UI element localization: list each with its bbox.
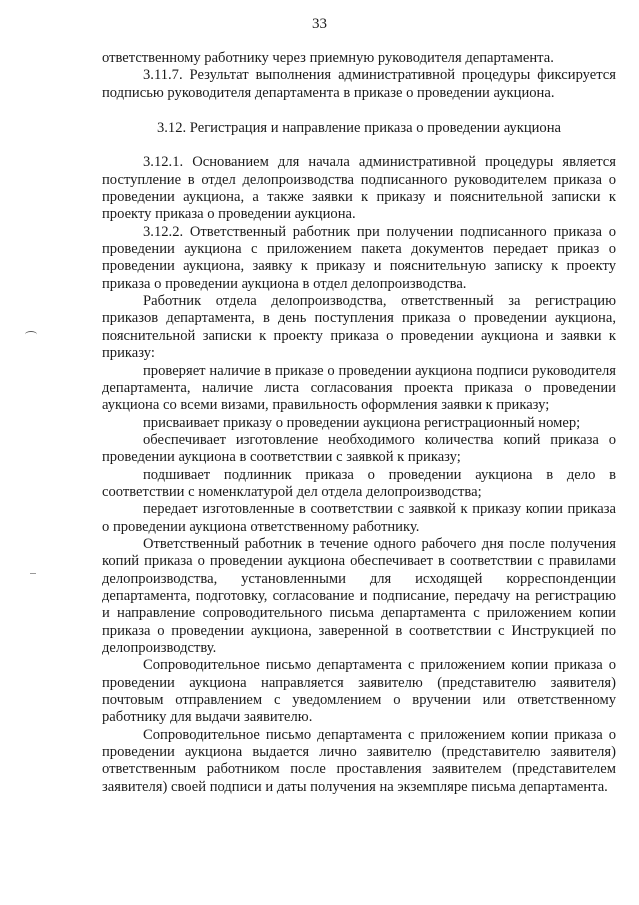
list-item-assigns-number: присваивает приказу о проведении аукциона регистрационный номер;	[143, 414, 581, 431]
list-item-checks: проверяет наличие в приказе о проведении аукциона подписи руководителя департамента, наличие листа согласования проекта приказа о проведении аукциона со всеми визами, правильность оформления заявки к приказу;	[102, 362, 616, 414]
paragraph-3-11-7: 3.11.7. Результат выполнения административной процедуры фиксируется подписью руководителя департамента в приказе о проведении аукциона.	[102, 67, 616, 101]
paragraph-3-12-2: 3.12.2. Ответственный работник при получении подписанного приказа о проведении аукциона с приложением пакета документов передает приказ о проведении аукциона, заявку к приказу и пояснительную записку к проекту приказа о проведении аукциона в отдел делопроизводства.	[102, 223, 616, 292]
paragraph-cover-letter-mail: Сопроводительное письмо департамента с приложением копии приказа о проведении аукциона направляется заявителю (представителю заявителя) почтовым отправлением с уведомлением о вручении или ответственному работнику для выдачи заявителю.	[102, 657, 616, 726]
paragraph-continuation: ответственному работнику через приемную руководителя департамента.	[102, 50, 554, 66]
page-number: 33	[312, 16, 327, 32]
paragraph-3-12-1: 3.12.1. Основанием для начала административной процедуры является поступление в отдел делопроизводства подписанного руководителем приказа о проведении аукциона, а также заявки к приказу и пояснительной записки к проекту приказа о проведении аукциона.	[102, 154, 616, 223]
list-item-copies: обеспечивает изготовление необходимого количества копий приказа о проведении аукциона в соответствии с заявкой к приказу;	[102, 431, 616, 466]
paragraph-responsible-worker: Ответственный работник в течение одного рабочего дня после получения копий приказа о проведении аукциона обеспечивает в соответствии с правилами делопроизводства, установленными для исходящей корреспонденции департамента, подготовку, согласование и подписание, передачу на регистрацию и направление сопроводительного письма департамента с приложением копии приказа о проведении аукциона, заверенной в соответствии с Инструкцией по делопроизводству.	[102, 535, 616, 656]
section-heading-3-12: 3.12. Регистрация и направление приказа о проведении аукциона	[156, 120, 562, 137]
list-item-transfers-copies: передает изготовленные в соответствии с заявкой к приказу копии приказа о проведении аукциона ответственному работнику.	[102, 501, 616, 535]
paragraph-cover-letter-personal: Сопроводительное письмо департамента с приложением копии приказа о проведении аукциона выдается лично заявителю (представителю заявителя) ответственным работником после проставления заявителем (представителем заявителя) своей подписи и даты получения на экземпляре письма департамента.	[102, 726, 616, 795]
paragraph-registration-worker: Работник отдела делопроизводства, ответственный за регистрацию приказов департамента, в день поступления приказа о проведении аукциона, пояснительной записки к проекту приказа о проведении аукциона и заявки к приказу:	[102, 293, 616, 362]
margin-mark-small	[30, 573, 36, 574]
margin-mark	[25, 331, 37, 338]
document-body	[102, 50, 616, 796]
list-item-files-original: подшивает подлинник приказа о проведении аукциона в дело в соответствии с номенклатурой дел отдела делопроизводства;	[102, 466, 616, 500]
